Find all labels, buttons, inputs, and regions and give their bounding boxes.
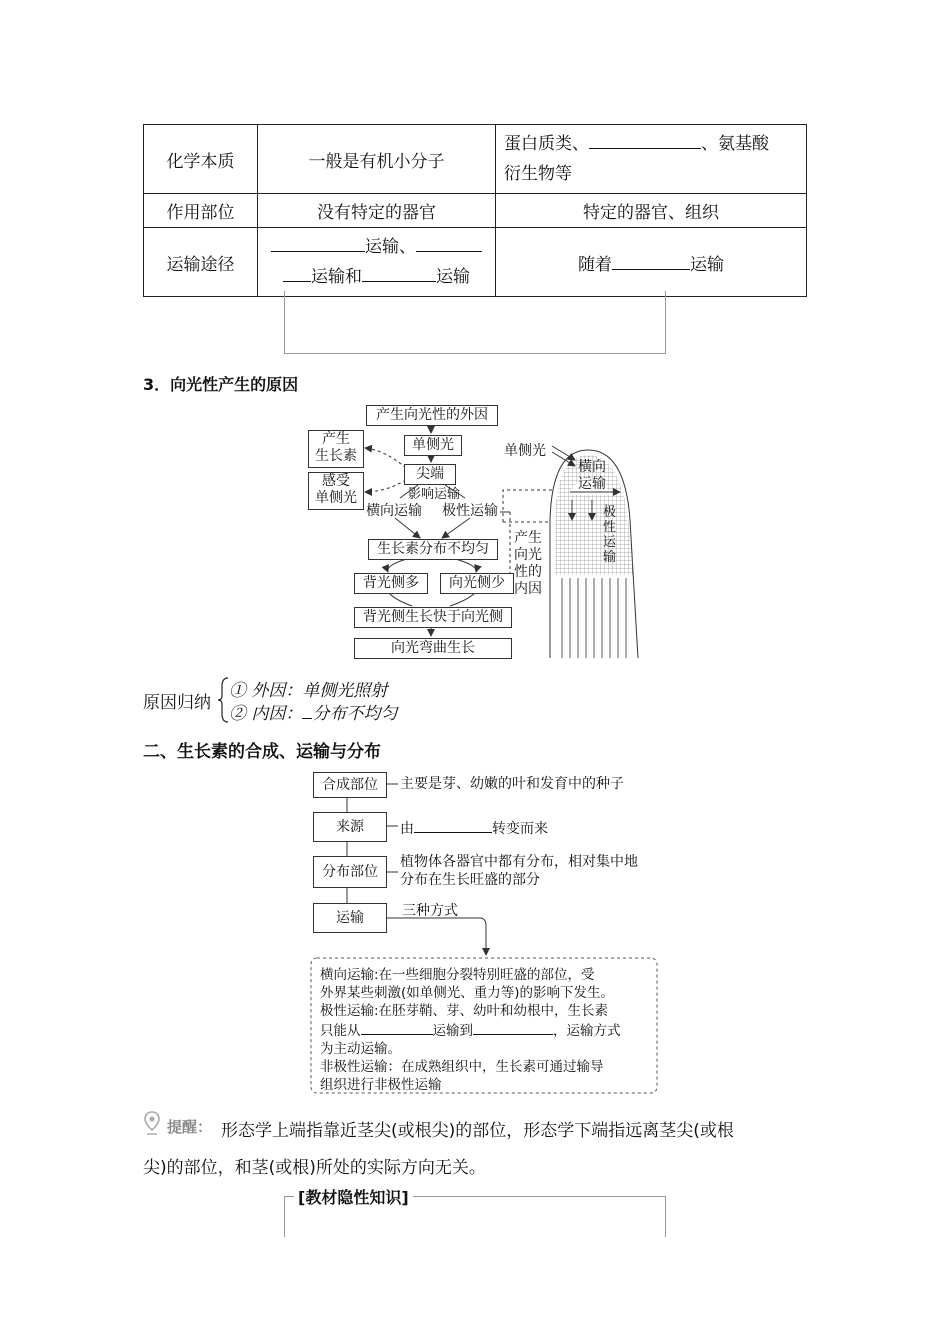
join-line	[388, 592, 412, 606]
table-row	[144, 228, 807, 297]
detail-line: 非极性运输：在成熟组织中，生长素可通过输导	[320, 1059, 604, 1075]
summary-inner	[229, 699, 397, 724]
detail-text-part: 运输到	[432, 1023, 473, 1039]
synth-box: 合成部位	[313, 772, 387, 798]
tip-box: 尖端	[404, 464, 456, 485]
split-line	[452, 558, 476, 572]
label-line: 横向	[578, 459, 606, 475]
detail-text-part: ，运输方式	[553, 1023, 621, 1039]
cell-text: 运输和	[311, 267, 362, 287]
fill-blank[interactable]	[271, 233, 365, 252]
desc-line: 分布在生长旺盛的部分	[400, 872, 540, 888]
affect-label: 影响运输	[408, 487, 461, 502]
fig-light-label: 单侧光	[504, 443, 546, 459]
growth-box: 背光侧生长快于向光侧	[354, 607, 512, 628]
join-line	[450, 592, 476, 606]
front-less-box: 向光侧少	[440, 573, 514, 594]
pin-icon	[143, 1110, 161, 1136]
produce-auxin-box	[308, 430, 364, 468]
cell-text: 随着	[578, 254, 612, 275]
desc-text: 由	[400, 821, 414, 837]
row-label: 运输途径	[144, 228, 258, 297]
fill-blank[interactable]	[414, 818, 492, 833]
three-ways-label: 三种方式	[402, 903, 458, 919]
table-row	[144, 194, 807, 228]
section-title: 3．向光性产生的原因	[143, 375, 299, 394]
light-arrow	[552, 446, 575, 460]
box-line: 生长素	[315, 448, 357, 464]
uneven-box: 生长素分布不均匀	[368, 539, 498, 560]
comparison-table	[143, 124, 807, 297]
bend-box: 向光弯曲生长	[354, 638, 512, 659]
label-line: 内因	[514, 581, 542, 597]
box-line: 产生	[322, 431, 350, 447]
fill-blank[interactable]	[302, 704, 312, 719]
detail-line	[320, 1020, 621, 1040]
detail-text-part: 只能从	[320, 1023, 361, 1039]
plant-cell: 一般是有机小分子	[258, 125, 496, 194]
summary-label: 原因归纳	[143, 693, 211, 713]
source-box: 来源	[313, 812, 387, 842]
tip-label: 提醒：	[167, 1118, 213, 1136]
fig-lateral-label	[578, 459, 606, 493]
fill-blank[interactable]	[283, 263, 311, 282]
hidden-knowledge-title: [教材隐性知识]	[294, 1185, 413, 1208]
row-label: 作用部位	[144, 194, 258, 228]
detail-line: 极性运输:在胚芽鞘、芽、幼叶和幼根中，生长素	[320, 1003, 609, 1019]
ways-arrow	[386, 918, 486, 955]
box-line: 单侧光	[315, 490, 357, 506]
label-line: 运	[603, 535, 617, 550]
transport-box: 运输	[313, 903, 387, 933]
summary-text: 分布不均匀	[312, 704, 398, 724]
fill-blank[interactable]	[589, 130, 701, 149]
desc-line: 植物体各器官中都有分布，相对集中地	[400, 854, 638, 870]
cell-text: 、氨基酸	[701, 134, 769, 154]
fill-blank[interactable]	[473, 1020, 553, 1035]
section-title: 二、生长素的合成、运输与分布	[143, 742, 381, 762]
dist-desc	[400, 853, 638, 889]
synth-desc: 主要是芽、幼嫩的叶和发育中的种子	[400, 776, 624, 792]
animal-cell	[496, 228, 807, 297]
light-box: 单侧光	[404, 435, 462, 456]
frame-box	[284, 291, 666, 354]
animal-cell: 特定的器官、组织	[496, 194, 807, 228]
detail-line: 为主动运输。	[320, 1041, 401, 1057]
merge-line	[395, 518, 420, 538]
cell-text: 运输	[690, 254, 724, 275]
table-row	[144, 125, 807, 194]
dashed-arrow	[365, 448, 406, 468]
detail-line: 组织进行非极性运输	[320, 1077, 442, 1093]
cell-text: 运输、	[365, 237, 416, 257]
source-desc	[400, 818, 548, 838]
detail-line: 外界某些刺激(如单侧光、重力等)的影响下发生。	[320, 985, 615, 1001]
summary-text: ② 内因：	[229, 704, 303, 724]
split-line	[388, 558, 410, 572]
animal-cell	[496, 125, 807, 194]
label-line: 性的	[514, 564, 542, 580]
dashed-arrow	[365, 480, 406, 492]
label-line: 输	[603, 550, 617, 565]
label-line: 产生	[514, 530, 542, 546]
label-line: 运输	[578, 476, 606, 492]
inner-cause-label	[514, 530, 542, 598]
merge-line	[442, 518, 470, 538]
box-line: 感受	[322, 473, 350, 489]
lateral-label: 横向运输	[366, 503, 422, 519]
summary-outer: ① 外因：单侧光照射	[229, 681, 388, 701]
label-line: 向光	[514, 547, 542, 563]
label-line: 性	[603, 520, 617, 535]
plant-cell: 没有特定的器官	[258, 194, 496, 228]
detail-line: 横向运输:在一些细胞分裂特别旺盛的部位，受	[320, 967, 595, 983]
fill-blank[interactable]	[361, 1020, 433, 1035]
cell-text: 衍生物等	[504, 164, 572, 184]
row-label: 化学本质	[144, 125, 258, 194]
label-line: 极	[603, 505, 617, 520]
fig-polar-label	[603, 505, 616, 565]
sense-light-box	[308, 472, 364, 510]
fill-blank[interactable]	[416, 233, 482, 252]
cell-text: 蛋白质类、	[504, 134, 589, 154]
polar-label: 极性运输	[442, 503, 498, 519]
cell-text: 运输	[436, 267, 470, 287]
back-more-box: 背光侧多	[354, 573, 428, 594]
brace-icon	[216, 676, 230, 724]
tip-line: 尖)的部位，和茎(或根)所处的实际方向无关。	[143, 1158, 486, 1178]
desc-text: 转变而来	[492, 821, 548, 837]
dist-box: 分布部位	[313, 856, 387, 888]
outer-cause-box: 产生向光性的外因	[366, 405, 498, 426]
tip-line: 形态学上端指靠近茎尖(或根尖)的部位，形态学下端指远离茎尖(或根	[221, 1121, 734, 1141]
plant-cell	[258, 228, 496, 297]
fill-blank[interactable]	[612, 251, 690, 270]
detail-text	[320, 966, 621, 1094]
fill-blank[interactable]	[362, 263, 436, 282]
